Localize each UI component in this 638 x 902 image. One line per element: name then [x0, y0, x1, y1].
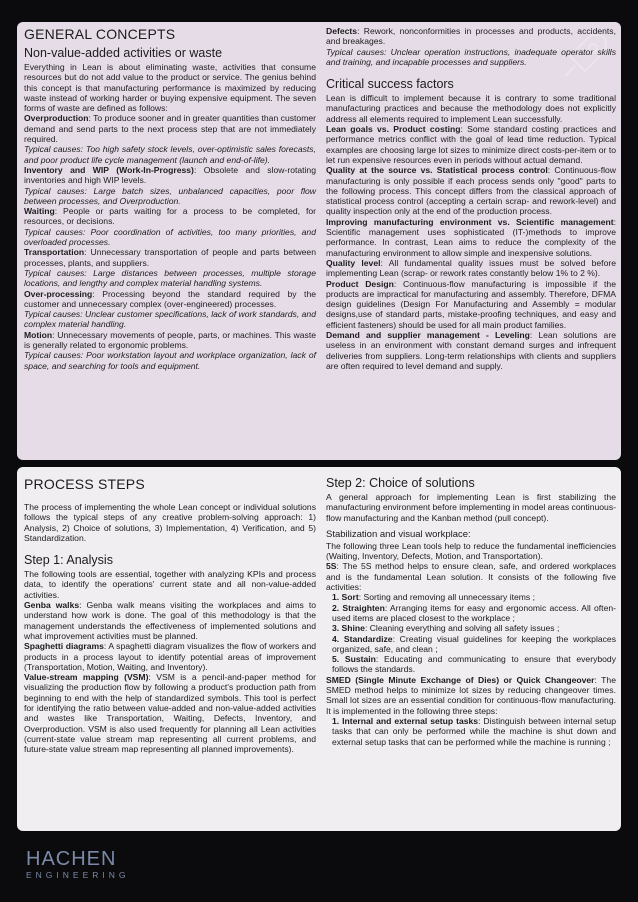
logo-main-text: HACHEN: [26, 848, 117, 870]
factor-item: Quality at the source vs. Statistical process control: Continuous-flow manufacturing is only possible if each process sends only "good" parts to the following process. This concept differs from the classical approach of statistical process control (accepting a certain scrap- and rework-level) and quality inspection only at the end of the production process.: [326, 165, 616, 217]
list-item: 2. Straighten: Arranging items for easy and ergonomic access. All often-used items are placed closest to the workplace ;: [332, 602, 616, 623]
tool-item: Value-stream mapping (VSM): VSM is a pencil-and-paper method for visualizing the production flow by following a product's production path from beginning to end with the help of standardized symbols. This tool is perfect for identifying the ratio between value-added and non-value-added activities and wastes like Transportation, Waiting, Defects, Inventory, and Overproduction. VSM is also used frequently for planning all Lean activities (current-state value stream map representing all current problems, and future-state value stream map representing all planned improvements).: [24, 672, 316, 755]
stabilization-heading: Stabilization and visual workplace:: [326, 528, 471, 540]
waste-item: Over-processing: Processing beyond the standard required by the customer and unnecessary complex (over-engineered) processes.: [24, 288, 316, 309]
general-left-column: [24, 26, 316, 371]
list-item: 1. Sort: Sorting and removing all unnecessary items ;: [332, 592, 536, 603]
waste-item: Inventory and WIP (Work-In-Progress): Obsolete and slow-rotating inventories and high WIP levels.: [24, 164, 316, 186]
factor-item: Demand and supplier management - Leveling: Lean solutions are useless in an environment with constant demand surges and infrequent deliveries from suppliers. Long-term relationships with clients and suppliers are often required to level demand and supply.: [326, 330, 616, 371]
waste-causes: Typical causes: Too high safety stock levels, over-optimistic sales forecasts, and poor product life cycle management (launch and end-of-life).: [24, 144, 316, 165]
tool-item: Spaghetti diagrams: A spaghetti diagram visualizes the flow of workers and products in a process layout to identify potential areas of improvement (Transportation, Motion, Waiting, and Inventory).: [24, 641, 317, 672]
waste-causes: Typical causes: Unclear operation instructions, inadequate operator skills and training, and incapable processes and suppliers.: [326, 46, 616, 67]
smed-item: SMED (Single Minute Exchange of Dies) or Quick Changeover: The SMED method helps to minimize lot sizes by reducing changeover times. Small lot sizes are an essential condition for continuous-flow manufacturing. It is implemented in the following three steps:: [326, 674, 616, 716]
list-item: 5. Sustain: Educating and communicating to ensure that everybody follows the standards.: [332, 654, 617, 675]
waste-causes: Typical causes: Large batch sizes, unbalanced capacities, poor flow between processes, and Overproduction.: [24, 185, 316, 206]
section-title: GENERAL CONCEPTS: [24, 26, 176, 42]
process-left-column: [24, 476, 316, 755]
success-heading: Critical success factors: [326, 77, 454, 92]
waste-item: Defects: Rework, nonconformities in processes and products, accidents, and breakages.: [326, 26, 616, 47]
waste-causes: Typical causes: Unclear customer specifications, lack of work standards, and complex material handling.: [24, 309, 316, 330]
logo-sub-text: ENGINEERING: [26, 870, 130, 880]
step1-heading: Step 1: Analysis: [24, 553, 113, 568]
list-item: 3. Shine: Cleaning everything and solving all safety issues ;: [332, 623, 560, 634]
tool-item: Genba walks: Genba walk means visiting the workplaces and aims to understand how work is done. The goal of this methodology is that the management understands the effectiveness of implemented solutions and what improvement activities must be planned.: [24, 600, 316, 641]
waste-item: Motion: Unnecessary movements of people, parts, or machines. This waste is generally related to ergonomic problems.: [24, 329, 316, 351]
factor-item: Quality level: All fundamental quality issues must be solved before implementing Lean (scrap- or rework rates constantly below 1% to 2 %).: [326, 257, 616, 279]
step2-intro: A general approach for implementing Lean is first stabilizing the manufacturing environment before implementing in model areas continuous-flow manufacturing and the Kanban method (pull concept).: [326, 492, 616, 523]
waste-causes: Typical causes: Poor coordination of activities, too many priorities, and overloaded processes.: [24, 226, 316, 248]
five-s-item: 5S: The 5S method helps to ensure clean, safe, and ordered workplaces and is the fundamental Lean solution. It consists of the following five activities:: [326, 561, 616, 593]
list-item: 4. Standardize: Creating visual guidelines for keeping the workplaces organized, safe, and clean ;: [332, 633, 617, 654]
smed-list: [326, 716, 616, 747]
general-right-column: [326, 26, 616, 371]
list-item: 1. Internal and external setup tasks: Distinguish between internal setup tasks that can only be performed while the machine is shut down and external setup tasks that can be performed while the machine is running ;: [332, 715, 616, 747]
waste-causes: Typical causes: Large distances between processes, multiple storage locations, and lengthy and complex material handling systems.: [24, 267, 316, 289]
success-intro: Lean is difficult to implement because it is contrary to some traditional manufacturing practices and because the methodology does not explicitly address all elements required to implement Lean successfully.: [326, 93, 616, 124]
waste-heading: Non-value-added activities or waste: [24, 46, 223, 60]
factor-item: Improving manufacturing environment vs. Scientific management: Scientific management uses sophisticated (IT-)methods to improve performance. In contrast, Lean aims to reduce the complexity of the manufacturing environment to allow simple and inexpensive solutions.: [326, 216, 616, 258]
step2-heading: Step 2: Choice of solutions: [326, 476, 475, 490]
general-concepts-panel: [17, 22, 621, 460]
process-right-column: [326, 476, 616, 747]
section-title: PROCESS STEPS: [24, 476, 145, 492]
waste-item: Waiting: People or parts waiting for a process to be completed, for resources, or decisions.: [24, 206, 316, 227]
factor-item: Product Design: Continuous-flow manufacturing is impossible if the products are impractical for manufacturing and assembly. Therefore, DFMA design guidelines (Design For Manufacturing and Assembly = modular designs,use of standard parts, mistake-proofing techniques, and easy and efficient fasteners) should be used for all main product families.: [326, 278, 616, 330]
waste-list: [24, 113, 316, 370]
five-s-list: [326, 592, 616, 674]
waste-causes: Typical causes: Poor workstation layout and workplace organization, lack of space, and searching for tools and equipment.: [24, 350, 316, 371]
factor-item: Lean goals vs. Product costing: Some standard costing practices and performance metrics conflict with the goal of lead time reduction. Typical examples are choosing large lot sizes to minimize direct costs-per-item or to let run expensive resources even in periods without actual demand.: [326, 124, 616, 165]
step1-intro: The following tools are essential, together with analyzing KPIs and process data, to identify the operations' current state and all non-value-added activities.: [24, 569, 316, 600]
process-intro: The process of implementing the whole Lean concept or individual solutions follows the typical steps of any creative problem-solving approach: 1) Analysis, 2) Choice of solutions, 3) Implementation, 4) Verification, and 5) Standardization.: [24, 502, 316, 543]
waste-item: Transportation: Unnecessary transportation of people and parts between processes, plants, and suppliers.: [24, 247, 316, 268]
waste-item: Overproduction: To produce sooner and in greater quantities than customer demand and send parts to the next process step that are not immediately required.: [24, 113, 316, 145]
waste-intro: Everything in Lean is about eliminating waste, activities that consume resources but do not add value to the product or service. The genius behind this concept is that manufacturing performance is maximized by reducing waste instead of working harder or buying expensive equipment. The seven forms of waste are defined as follows:: [24, 62, 316, 114]
company-logo: [26, 848, 130, 880]
stabilization-intro: The following three Lean tools help to reduce the fundamental inefficiencies (Waiting, Inventory, Defects, Motion, and Transportation).: [326, 540, 616, 562]
process-steps-panel: [17, 467, 621, 831]
